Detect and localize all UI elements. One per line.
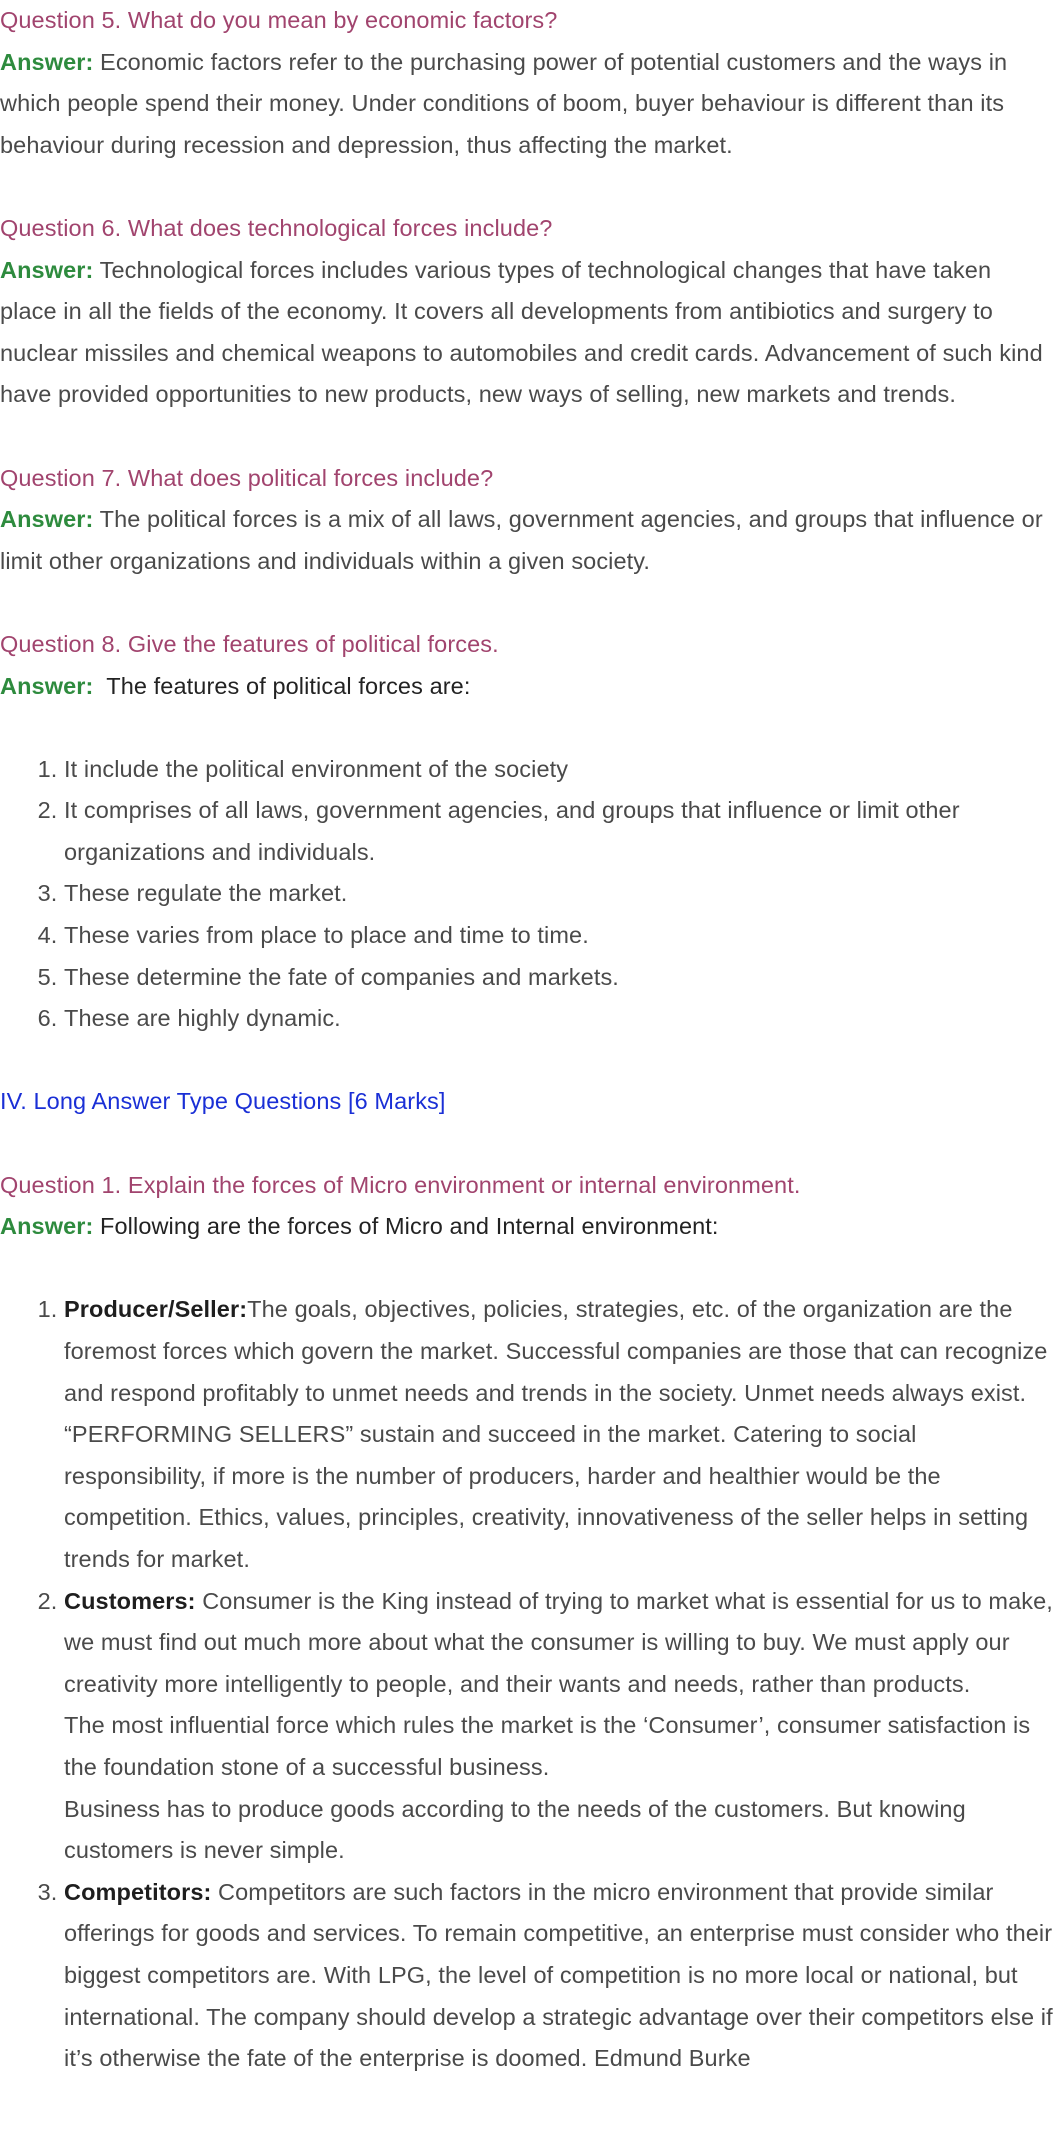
answer-label: Answer: <box>0 48 94 75</box>
spacer <box>0 1248 1053 1290</box>
question-6-title: Question 6. What does technological forces include? <box>0 214 553 241</box>
question-8-title: Question 8. Give the features of political forces. <box>0 630 499 657</box>
spacer <box>0 416 1053 458</box>
answer-6 <box>0 250 1053 416</box>
list-item: 1. It include the political environment of the society <box>64 749 1053 791</box>
question-7-title: Question 7. What does political forces include? <box>0 464 494 491</box>
list-item-text: Consumer is the King instead of trying to market what is essential for us to make, we must find out much more about what the consumer is willing to buy. We must apply our creativity more intelligently to people, and their wants and needs, rather than products. <box>64 1587 1053 1697</box>
list-item-competitors <box>64 1872 1053 2080</box>
list-item-text: The goals, objectives, policies, strategies, etc. of the organization are the foremost forces which govern the market. Successful companies are those that can recognize and respond profitably to unmet needs and trends in the society. Unmet needs always exist. “PERFORMING SELLERS” sustain and succeed in the market. Catering to social responsibility, if more is the number of producers, harder and healthier would be the competition. Ethics, values, principles, creativity, innovativeness of the seller helps in setting trends for market. <box>64 1296 1048 1572</box>
list-item-producer-seller <box>64 1289 1053 1580</box>
list-item: 4. These varies from place to place and time to time. <box>64 915 1053 957</box>
term-producer-seller: Producer/Seller: <box>64 1296 248 1323</box>
list-item: 3. These regulate the market. <box>64 873 1053 915</box>
answer-5 <box>0 42 1053 167</box>
long-answer-1-intro: Following are the forces of Micro and Internal environment: <box>93 1213 719 1240</box>
list-item-text: Competitors are such factors in the micro environment that provide similar offerings for goods and services. To remain competitive, an enterprise must consider who their biggest competitors are. With LPG, the level of competition is no more local or national, but international. The company should develop a strategic advantage over their competitors else if it’s otherwise the fate of the enterprise is doomed. Edmund Burke <box>64 1878 1053 2072</box>
answer-6-text: Technological forces includes various types of technological changes that have taken place in all the fields of the economy. It covers all developments from antibiotics and surgery to nuclear missiles and chemical weapons to automobiles and credit cards. Advancement of such kind have provided opportunities to new products, new ways of selling, new markets and trends. <box>0 256 1043 408</box>
spacer <box>0 1040 1053 1082</box>
micro-environment-forces-list <box>0 1289 1053 2079</box>
list-item: 5. These determine the fate of companies and markets. <box>64 957 1053 999</box>
answer-label: Answer: <box>0 1213 94 1240</box>
question-5-title: Question 5. What do you mean by economic factors? <box>0 7 558 33</box>
term-competitors: Competitors: <box>64 1878 212 1905</box>
list-item-paragraph: The most influential force which rules the market is the ‘Consumer’, consumer satisfaction is the foundation stone of a successful business. <box>64 1712 1031 1780</box>
answer-label: Answer: <box>0 506 94 533</box>
list-item: 6. These are highly dynamic. <box>64 998 1053 1040</box>
answer-8-intro: The features of political forces are: <box>93 672 471 699</box>
term-customers: Customers: <box>64 1587 196 1614</box>
spacer <box>0 707 1053 749</box>
spacer <box>0 1123 1053 1165</box>
answer-8 <box>0 666 1053 708</box>
spacer <box>0 582 1053 624</box>
question-block-8 <box>0 624 1053 1040</box>
question-block-7 <box>0 458 1053 583</box>
answer-label: Answer: <box>0 672 94 699</box>
long-answer-1 <box>0 1206 1053 1248</box>
political-features-list <box>0 749 1053 1040</box>
answer-7-text: The political forces is a mix of all laws, government agencies, and groups that influence or limit other organizations and individuals within a given society. <box>0 506 1043 574</box>
long-question-1-title: Question 1. Explain the forces of Micro environment or internal environment. <box>0 1171 801 1198</box>
list-item-paragraph: Business has to produce goods according to the needs of the customers. But knowing customers is never simple. <box>64 1795 966 1864</box>
answer-7 <box>0 499 1053 582</box>
list-item-customers <box>64 1581 1053 1872</box>
list-item: 2. It comprises of all laws, government agencies, and groups that influence or limit other organizations and individuals. <box>64 790 1053 873</box>
question-block-6 <box>0 208 1053 416</box>
long-question-block-1 <box>0 1165 1053 2080</box>
section-heading: IV. Long Answer Type Questions [6 Marks] <box>0 1088 446 1115</box>
question-block-5 <box>0 0 1053 166</box>
answer-label: Answer: <box>0 256 94 283</box>
spacer <box>0 166 1053 208</box>
answer-5-text: Economic factors refer to the purchasing power of potential customers and the ways in which people spend their money. Under conditions of boom, buyer behaviour is different than its behaviour during recession and depression, thus affecting the market. <box>0 48 1008 158</box>
